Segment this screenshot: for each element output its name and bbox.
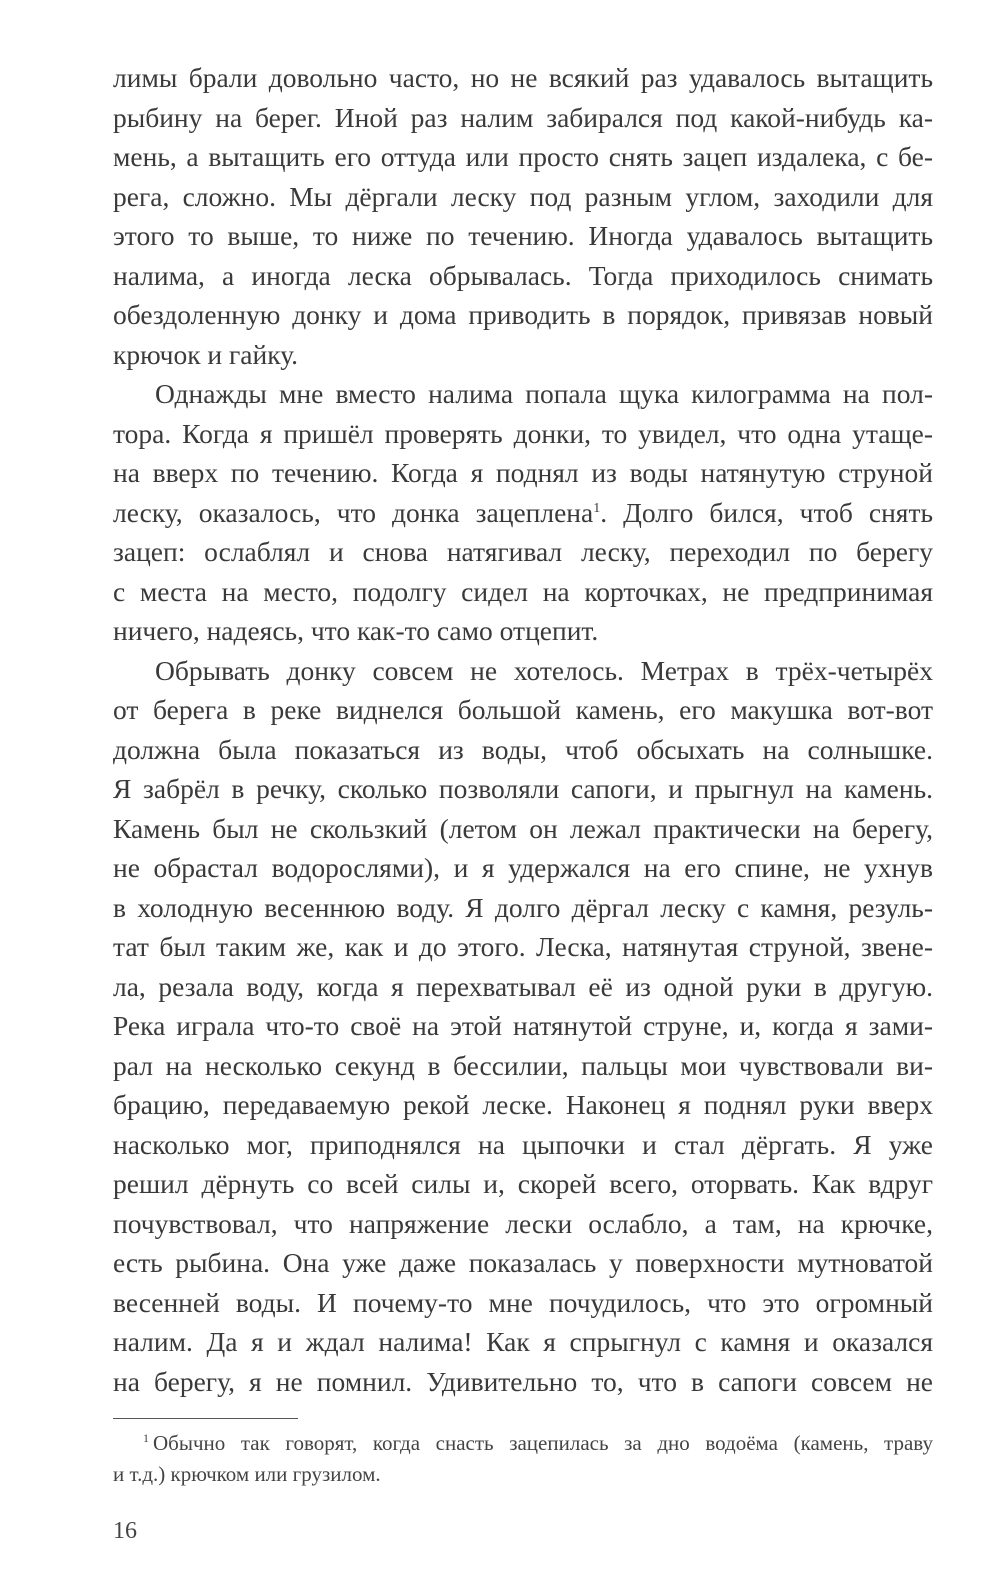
body-text xyxy=(113,58,933,1401)
text-segment: леску, оказалось, что донка зацеплена xyxy=(113,496,594,528)
text-line: насколько мог, приподнялся на цыпочки и стал дёргать. Я уже xyxy=(113,1128,933,1160)
footnote-text: Обычно так говорят, когда снасть зацепилась за дно водоёма (камень, траву xyxy=(153,1431,933,1455)
text-line: Однажды мне вместо налима попала щука килограмма на пол- xyxy=(155,378,933,409)
text-line: с места на место, подолгу сидел на корточках, не предпринимая xyxy=(113,575,933,607)
text-line: брацию, передаваемую рекой леске. Наконец я поднял руки вверх xyxy=(113,1089,933,1120)
text-line: на берегу, я не помнил. Удивительно то, что в сапоги совсем не xyxy=(113,1365,933,1397)
footnote-line: и т.д.) крючком или грузилом. xyxy=(113,1462,381,1486)
footnote-line xyxy=(113,1428,933,1459)
text-line: этого то выше, то ниже по течению. Иногда удавалось вытащить xyxy=(113,220,933,251)
footnote-mark: 1 xyxy=(143,1431,149,1445)
text-line: рега, сложно. Мы дёргали леску под разным углом, заходили для xyxy=(113,180,933,212)
text-line: Река играла что-то своё на этой натянутой струне, и, когда я зами- xyxy=(113,1010,933,1041)
text-line: налим. Да я и ждал налима! Как я спрыгнул с камня и оказался xyxy=(113,1326,933,1357)
text-line: Я забрёл в речку, сколько позволяли сапоги, и прыгнул на камень. xyxy=(113,773,933,804)
text-line: рыбину на берег. Иной раз налим забирался под какой-нибудь ка- xyxy=(113,101,933,133)
text-line: ла, резала воду, когда я перехватывал её из одной руки в другую. xyxy=(113,970,933,1002)
text-line: есть рыбина. Она уже даже показалась у поверхности мутноватой xyxy=(113,1247,933,1278)
page-number: 16 xyxy=(113,1518,137,1544)
text-line: от берега в реке виднелся большой камень, его макушка вот-вот xyxy=(113,694,933,725)
text-line: ничего, надеясь, что как-то само отцепит. xyxy=(113,615,599,646)
text-line: Обрывать донку совсем не хотелось. Метрах в трёх-четырёх xyxy=(155,654,933,686)
text-line: не обрастал водорослями), и я удержался на его спине, не ухнув xyxy=(113,852,933,883)
text-line: почувствовал, что напряжение лески ослабло, а там, на крючке, xyxy=(113,1207,933,1239)
text-line: рал на несколько секунд в бессилии, пальцы мои чувствовали ви- xyxy=(113,1049,933,1081)
footnote xyxy=(113,1428,933,1490)
text-line: должна была показаться из воды, чтоб обсыхать на солнышке. xyxy=(113,733,933,765)
footnote-separator xyxy=(113,1418,298,1419)
text-line: обездоленную донку и дома приводить в порядок, привязав новый xyxy=(113,299,933,330)
text-line: на вверх по течению. Когда я поднял из воды натянутую струной xyxy=(113,457,933,488)
text-line: лимы брали довольно часто, но не всякий раз удавалось вытащить xyxy=(113,62,933,93)
footnote-reference[interactable]: 1 xyxy=(593,500,601,516)
text-line: тат был таким же, как и до этого. Леска, натянутая струной, звене- xyxy=(113,931,933,962)
text-line: зацеп: ослаблял и снова натягивал леску, переходил по берегу xyxy=(113,536,933,567)
text-line: в холодную весеннюю воду. Я долго дёргал леску с камня, резуль- xyxy=(113,891,933,923)
text-line: крючок и гайку. xyxy=(113,338,299,370)
text-line: тора. Когда я пришёл проверять донки, то увидел, что одна утаще- xyxy=(113,417,933,449)
text-segment: . Долго бился, чтоб снять xyxy=(600,496,934,528)
text-line-with-footnote xyxy=(113,493,933,533)
text-line: налима, а иногда леска обрывалась. Тогда приходилось снимать xyxy=(113,259,933,291)
text-line: весенней воды. И почему-то мне почудилось, что это огромный xyxy=(113,1286,933,1318)
text-line: решил дёрнуть со всей силы и, скорей всего, оторвать. Как вдруг xyxy=(113,1168,933,1199)
text-line: Камень был не скользкий (летом он лежал практически на берегу, xyxy=(113,812,933,844)
text-line: мень, а вытащить его оттуда или просто снять зацеп издалека, с бе- xyxy=(113,141,933,172)
